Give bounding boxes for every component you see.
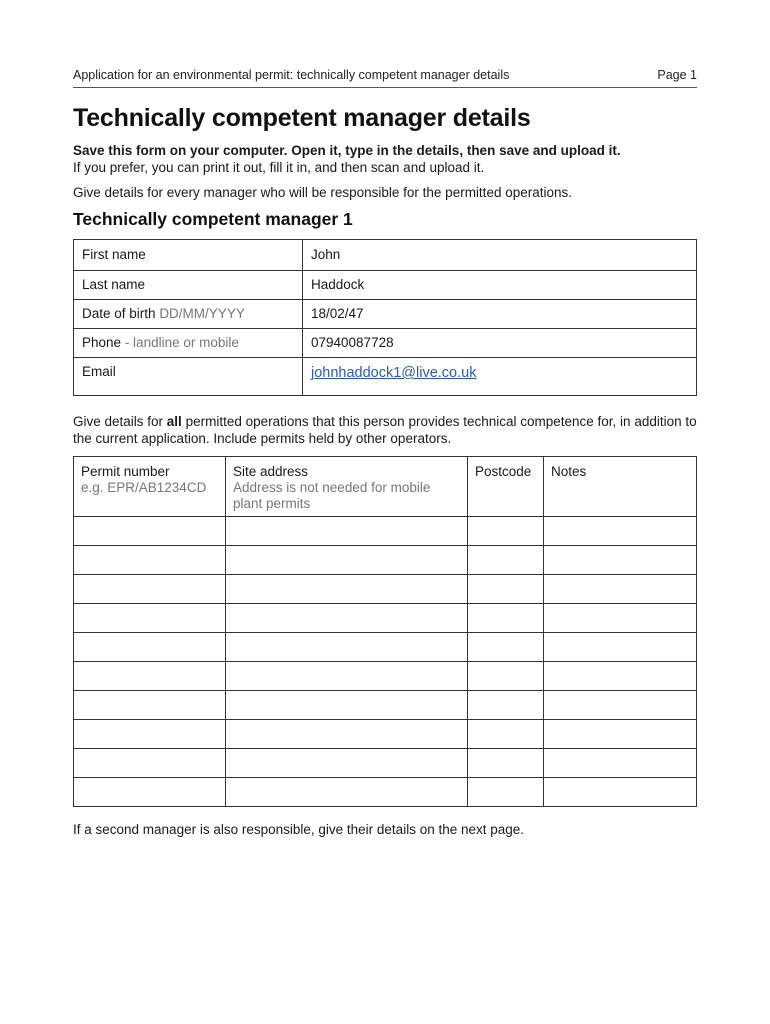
postcode-cell[interactable] <box>468 662 544 691</box>
permit-number-cell[interactable] <box>74 604 226 633</box>
site-address-cell[interactable] <box>226 749 468 778</box>
permit-number-cell[interactable] <box>74 633 226 662</box>
notes-cell[interactable] <box>544 691 697 720</box>
section-title: Technically competent manager 1 <box>73 209 353 229</box>
site-address-cell[interactable] <box>226 546 468 575</box>
permits-table <box>73 456 697 807</box>
site-address-cell[interactable] <box>226 662 468 691</box>
site-address-cell[interactable] <box>226 575 468 604</box>
permits-table-header <box>74 457 697 517</box>
notes-cell[interactable] <box>544 517 697 546</box>
permit-number-cell[interactable] <box>74 720 226 749</box>
col-header-permit-number <box>74 457 226 517</box>
table-row <box>74 517 697 546</box>
notes-cell[interactable] <box>544 633 697 662</box>
col-header-postcode: Postcode <box>468 457 544 517</box>
page-header <box>73 68 697 88</box>
table-row <box>74 662 697 691</box>
phone-label <box>74 329 303 358</box>
postcode-cell[interactable] <box>468 691 544 720</box>
site-address-cell[interactable] <box>226 778 468 807</box>
phone-hint: - landline or mobile <box>124 335 239 350</box>
dob-row <box>74 300 697 329</box>
email-row <box>74 358 697 396</box>
notes-cell[interactable] <box>544 778 697 807</box>
first-name-row <box>74 240 697 271</box>
last-name-row <box>74 271 697 300</box>
postcode-cell[interactable] <box>468 546 544 575</box>
permits-table-body <box>74 517 697 807</box>
email-link[interactable]: johnhaddock1@live.co.uk <box>311 365 477 381</box>
dob-label-text: Date of birth <box>82 306 156 321</box>
col-header-site-address <box>226 457 468 517</box>
table-row <box>74 575 697 604</box>
footer-note: If a second manager is also responsible, give their details on the next page. <box>73 822 525 837</box>
last-name-field[interactable]: Haddock <box>303 271 697 300</box>
table-row <box>74 604 697 633</box>
first-name-field[interactable]: John <box>303 240 697 271</box>
permit-number-cell[interactable] <box>74 546 226 575</box>
intro-guidance: Give details for every manager who will be responsible for the permitted operations. <box>73 185 572 200</box>
site-address-cell[interactable] <box>226 633 468 662</box>
notes-cell[interactable] <box>544 662 697 691</box>
permit-number-cell[interactable] <box>74 778 226 807</box>
site-address-hint: Address is not needed for mobile plant permits <box>233 480 431 511</box>
permit-number-cell[interactable] <box>74 517 226 546</box>
operations-instruction <box>73 413 697 447</box>
email-label: Email <box>74 358 303 396</box>
phone-row <box>74 329 697 358</box>
email-field[interactable] <box>303 358 697 396</box>
manager-details-table <box>73 239 697 396</box>
postcode-cell[interactable] <box>468 604 544 633</box>
permit-number-cell[interactable] <box>74 662 226 691</box>
notes-cell[interactable] <box>544 546 697 575</box>
dob-format-hint: DD/MM/YYYY <box>159 306 245 321</box>
phone-label-text: Phone <box>82 335 122 350</box>
intro-instruction-bold: Save this form on your computer. Open it, type in the details, then save and upload it. <box>73 143 621 158</box>
site-address-label: Site address <box>233 464 309 479</box>
site-address-cell[interactable] <box>226 517 468 546</box>
postcode-cell[interactable] <box>468 749 544 778</box>
postcode-cell[interactable] <box>468 778 544 807</box>
table-row <box>74 546 697 575</box>
permit-number-cell[interactable] <box>74 749 226 778</box>
permit-number-hint: e.g. EPR/AB1234CD <box>81 480 207 495</box>
permit-number-label: Permit number <box>81 464 170 479</box>
postcode-cell[interactable] <box>468 517 544 546</box>
col-header-notes: Notes <box>544 457 697 517</box>
first-name-label: First name <box>74 240 303 271</box>
operations-text-start: Give details for <box>73 414 167 429</box>
operations-text-end: permitted operations that this person provides technical competence for, in addition to the current application. Include permits held by other operators. <box>73 414 697 446</box>
notes-cell[interactable] <box>544 749 697 778</box>
notes-cell[interactable] <box>544 604 697 633</box>
page-number: Page 1 <box>657 68 697 82</box>
operations-text-emphasis: all <box>166 414 182 429</box>
table-row <box>74 720 697 749</box>
postcode-cell[interactable] <box>468 720 544 749</box>
site-address-cell[interactable] <box>226 604 468 633</box>
site-address-cell[interactable] <box>226 720 468 749</box>
permit-number-cell[interactable] <box>74 575 226 604</box>
postcode-cell[interactable] <box>468 575 544 604</box>
notes-cell[interactable] <box>544 720 697 749</box>
permit-number-cell[interactable] <box>74 691 226 720</box>
phone-field[interactable]: 07940087728 <box>303 329 697 358</box>
postcode-cell[interactable] <box>468 633 544 662</box>
dob-field[interactable]: 18/02/47 <box>303 300 697 329</box>
table-row <box>74 778 697 807</box>
dob-label <box>74 300 303 329</box>
intro-instruction: If you prefer, you can print it out, fill it in, and then scan and upload it. <box>73 160 485 175</box>
document-title: Application for an environmental permit: technically competent manager details <box>73 68 510 82</box>
site-address-cell[interactable] <box>226 691 468 720</box>
table-row <box>74 749 697 778</box>
last-name-label: Last name <box>74 271 303 300</box>
table-row <box>74 691 697 720</box>
notes-cell[interactable] <box>544 575 697 604</box>
page-title: Technically competent manager details <box>73 104 531 132</box>
table-row <box>74 633 697 662</box>
